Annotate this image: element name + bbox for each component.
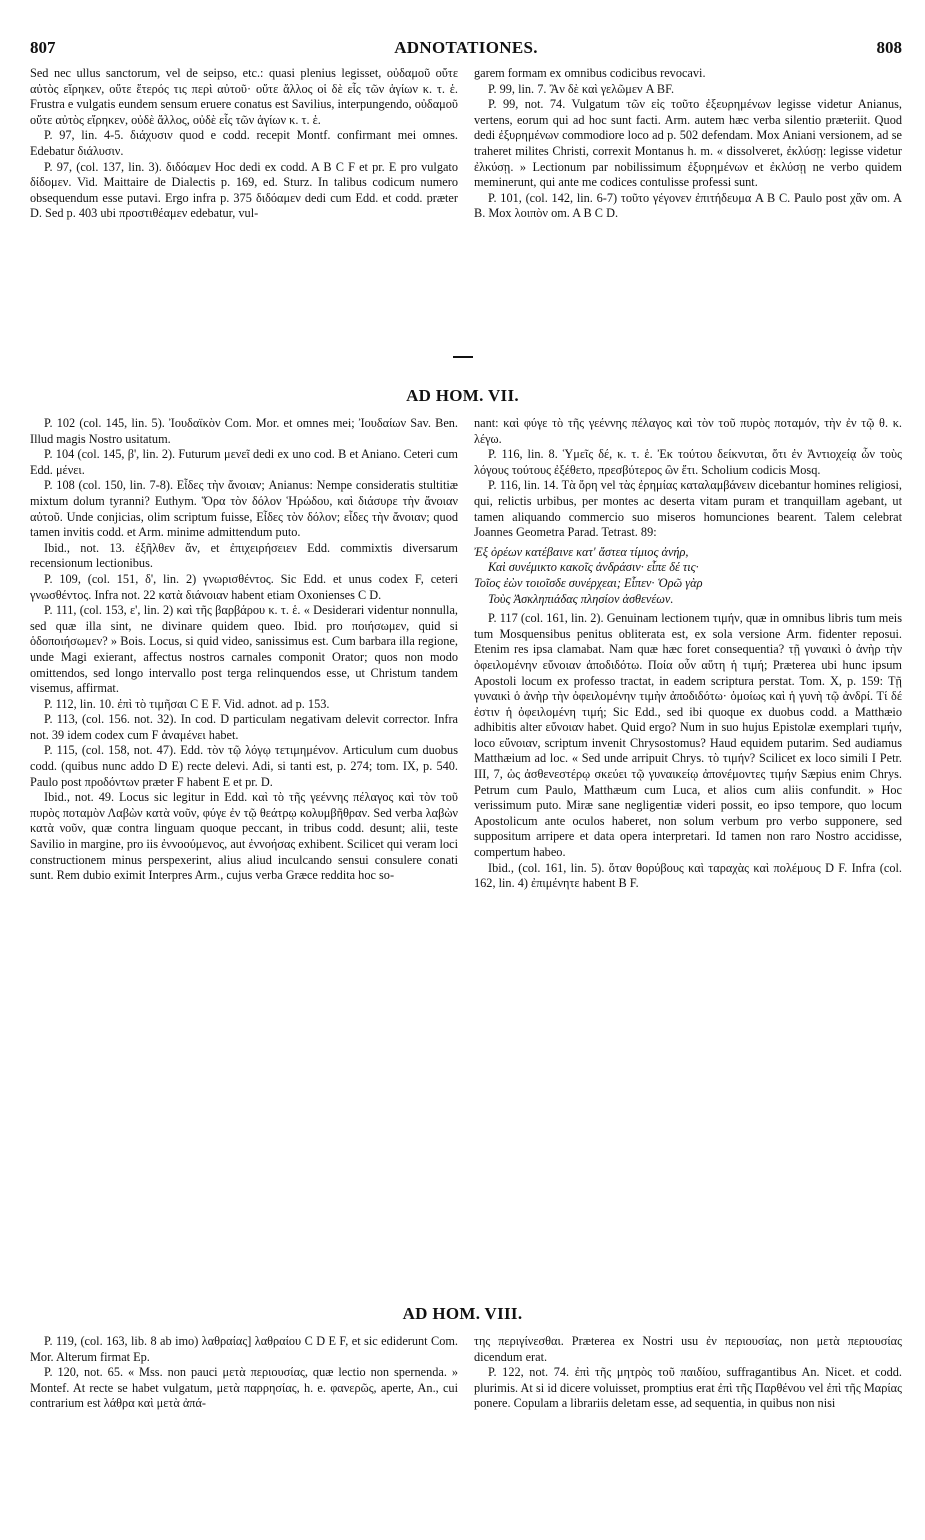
paragraph: P. 101, (col. 142, lin. 6-7) τοῦτο γέγονεν ἐπιτήδευμα A B C. Paulo post χἂν om. A B. Mox λοιπὸν om. A B C D. [474, 190, 902, 221]
paragraph: P. 102 (col. 145, lin. 5). Ἰουδαϊκὸν Com. Mor. et omnes mei; Ἰουδαίων Sav. Ben. Illud magis Nostro usitatum. [30, 416, 458, 446]
section-2-left-column [30, 416, 458, 892]
paragraph: garem formam ex omnibus codicibus revocavi. [474, 66, 706, 80]
section-2-right-column [474, 416, 902, 892]
running-title: ADNOTATIONES. [394, 38, 538, 57]
paragraph: P. 113, (col. 156. not. 32). In cod. D particulam negativam delevit corrector. Infra not. 39 idem codex cum F ἀναμένει habet. [30, 712, 458, 742]
verse-line: Ἐξ ὀρέων κατέβαινε κατ' ἄστεα τίμιος ἀνήρ, [474, 544, 689, 559]
paragraph: P. 117 (col. 161, lin. 2). Genuinam lectionem τιμήν, quæ in omnibus libris tum meis tum Mosquensibus penitus obliterata est, ex sola versione Arm. fidenter reposui. Etenim res ipsa clamabat. Nam quæ hæc foret consequentia? τῇ γυναικὶ ὁ ἀνὴρ τὴν ὀφειλομένην εὔνοιαν ἀποδιδότω. Ποία οὖν αὕτη ἡ τιμή; Præterea ubi hunc ipsum Apostoli locum ex professo tractat, in eadem scriptura perstat. Tom. X, p. 159: Τῇ γυναικὶ ὁ ἀνὴρ τὴν ὀφειλομένην τιμὴν ἀποδιδότω· ὁμοίως καὶ ἡ γυνὴ τῷ ἀνδρί. Τί δέ ἐστιν ἡ ὀφειλομένη τιμή; Sic Edd., sed ibi quoque ex duobus codd. a Matthæio adhibitis alter εὔνοιαν habet. Quid ergo? Num in suo hujus Epistolæ exemplari τιμήν, loco εὔνοιαν, scriptum invenit Chrysostomus? Haud equidem putarim. Sed audiamus Matthæium ad loc. « Sed unde arripuit Chrys. τὸ τιμήν? Scilicet ex loco simili I Petr. III, 7, ὡς ἀσθενεστέρῳ σκεύει τῷ γυναικείῳ ἀπονέμοντες τιμήν Sæpius enim Chrys. Petrum cum Paulo, Matthæum cum Luca, et alios cum aliis confundit. » Hoc verissimum puto. Miræ sane negligentiæ videri possit, eo ipso tempore, quo locum Apostolicum ante oculos haberet, non solum verbum pro verbo supponere, sed suppositum arripere et data opera interpretari. Id tamen non raro Nostro accidisse, compertum habeo. [474, 611, 902, 860]
paragraph: Ibid., not. 13. ἐξῆλθεν ἄν, et ἐπιχειρήσειεν Edd. commixtis diversarum recensionum lectionibus. [30, 540, 458, 571]
page-number-right: 808 [876, 38, 902, 57]
verse-line: Καὶ συνέμικτο κακοῖς ἀνδράσιν· εἶπε δέ τις· [488, 560, 699, 575]
section-title-hom-viii: AD HOM. VIII. [402, 1304, 523, 1323]
section-1-columns [30, 66, 902, 222]
section-2-columns [30, 416, 902, 892]
section-1-left-column [30, 66, 458, 222]
paragraph: nant: καὶ φύγε τὸ τῆς γεέννης πέλαγος καὶ τὸν τοῦ πυρὸς ποταμόν, τὴν ἐν τῷ θ. κ. λέγω. [474, 416, 902, 446]
paragraph: της περιγίνεσθαι. Præterea ex Nostri usu ἐν περιουσίας, non μετὰ περιουσίας dicendum erat. [474, 1334, 902, 1364]
verse-line: Τοῖος ἐὼν τοιοῖσδε συνέρχεαι; Εἶπεν· Ὁρῶ γὰρ [474, 575, 703, 590]
section-title-hom-vii: AD HOM. VII. [406, 386, 519, 405]
paragraph: Ibid., (col. 161, lin. 5). ὅταν θορύβους καὶ ταραχὰς καὶ πολέμους D F. Infra (col. 162, lin. 4) ἐπιμένητε habent B F. [474, 860, 902, 891]
verse-quotation [474, 545, 902, 607]
paragraph: P. 104 (col. 145, β', lin. 2). Futurum μενεῖ dedi ex uno cod. B et Aniano. Ceteri cum Edd. μένει. [30, 447, 458, 477]
paragraph: P. 116, lin. 8. Ὑμεῖς δέ, κ. τ. ἑ. Ἐκ τούτου δείκνυται, ὅτι ἐν Ἀντιοχείᾳ ὧν τοὺς λόγους τούτους ἐξέθετο, πρεσβύτερος ὢν ἔτι. Scholium codicis Mosq. [474, 447, 902, 477]
paragraph: P. 122, not. 74. ἐπὶ τῆς μητρὸς τοῦ παιδίου, suffragantibus An. Nicet. et codd. plurimis. At si id dicere voluisset, promptius erat ἐπὶ τῆς Παρθένου vel ἐπὶ τῆς Μαρίας ponere. Copulam a librariis deletam esse, ad sequentia, in quibus non nisi [474, 1365, 902, 1411]
paragraph: P. 99, lin. 7. Ἂν δὲ καὶ γελῶμεν A BF. [488, 81, 675, 96]
paragraph: P. 97, (col. 137, lin. 3). διδόαμεν Hoc dedi ex codd. A B C F et pr. E pro vulgato δίδομεν. Vid. Maittaire de Dialectis p. 169, ed. Sturz. In talibus codicum numero obsequendum esse putavi. Ergo infra p. 375 διδόαμεν dedi cum Edd. et codd. præter D. Sed p. 403 ubi προστιθέαμεν edebatur, vul- [30, 159, 458, 221]
paragraph: Sed nec ullus sanctorum, vel de seipso, etc.: quasi plenius legisset, οὐδαμοῦ οὔτε αὐτὸς εἴρηκεν, οὔτε ἕτερός τις περὶ αὐτοῦ· οὔτε ἄλλος οἱ δὲ εἷς τῶν ἁγίων κ. τ. ἑ. Frustra e vulgatis eundem sensum eruere conatus est Savilius, interpungendo, οὐδαμοῦ οὔτε αὐτὸς εἴρηκεν, οὐδὲ ἄλλος, οὐδὲ εἷς τῶν ἁγίων κ. τ. ἑ. [30, 66, 458, 127]
section-divider-rule [453, 356, 473, 358]
paragraph: P. 99, not. 74. Vulgatum τῶν εἰς τοῦτο ἐξευρημένων legisse videtur Anianus, vertens, eorum qui ad hoc sunt facti. Arm. autem hæc verba silentio præteriit. Quod dedi ἐξυρημένων commodiore loco ad p. 502 defendam. Mox Aniani versionem, ad se traheret milites Christi, correxit Montanus h. m. « dissolveret, ἐκλύσῃ: legisse videtur ἐλκύσῃ. » Lectionum par nobilissimum ἐξυρημένων et ἐκλύσῃ ne verbo quidem meminerunt, qui ante me codices contulisse professi sunt. [474, 97, 902, 190]
section-1-right-column [474, 66, 902, 222]
section-3-right-column [474, 1334, 902, 1412]
page-header [30, 38, 902, 62]
paragraph: P. 112, lin. 10. ἐπὶ τὸ τιμῆσαι C E F. Vid. adnot. ad p. 153. [44, 696, 330, 711]
paragraph: P. 116, lin. 14. Τὰ ὄρη vel τὰς ἐρημίας καταλαμβάνειν dicebantur homines religiosi, qui, relictis urbibus, per montes ac deserta vitam puram et tranquillam agebant, ut tamen aliquando commercio suo miseros homunciones bearent. Talem celebrat Joannes Geometra Parad. Tetrast. 89: [474, 478, 902, 540]
paragraph: P. 115, (col. 158, not. 47). Edd. τὸν τῷ λόγῳ τετιμημένον. Articulum cum duobus codd. (quibus nunc addo D E) recte delevi. Adi, si tanti est, p. 274; tom. IX, p. 540. Paulo post προδόντων præter F habent E et pr. D. [30, 743, 458, 789]
verse-line: Τοὺς Ἀσκληπιάδας πλησίον ἀσθενέων. [488, 591, 674, 606]
section-3-left-column [30, 1334, 458, 1412]
paragraph: P. 120, not. 65. « Mss. non pauci μετὰ περιουσίας, quæ lectio non spernenda. » Montef. At recte se habet vulgatum, μετὰ παρρησίας, h. e. φανερῶς, aperte, An., cui contrarium est λάθρα καὶ μετὰ ἀπά- [30, 1365, 458, 1411]
page-number-left: 807 [30, 38, 56, 57]
paragraph: Ibid., not. 49. Locus sic legitur in Edd. καὶ τὸ τῆς γεέννης πέλαγος καὶ τὸν τοῦ πυρὸς ποταμὸν Λαβὼν κατὰ νοῦν, φύγε ἐν τῷ θεάτρῳ κολυμβῆθραν. Sed verba λαβὼν κατὰ νοῦν, quæ contra linguam quoque peccant, in tribus codd. desunt; alii, teste Savilio in margine, pro iis ἐννοούμενος, aut ἐννοήσας exhibent. Scilicet qui veram loci constructionem minus perspexerint, alius aliud inculcando sensui consulere conati sunt. Rem dubio eximit Interpres Arm., cujus verba Græce reddita hoc so- [30, 790, 458, 883]
paragraph: P. 119, (col. 163, lib. 8 ab imo) λαθραίας] λαθραίου C D E F, et sic ediderunt Com. Mor. Alterum firmat Ep. [30, 1334, 458, 1364]
paragraph: P. 111, (col. 153, ε', lin. 2) καὶ τῆς βαρβάρου κ. τ. ἑ. « Desiderari videntur nonnulla, sed quæ illa sint, ne divinare quidem queo. Ibid. pro ποιήσωμεν, quid si ὁδοποιήσωμεν? » Bois. Locus, si quid video, sanissimus est. Cum barbara illa regione, unde Magi exierant, affectus nostros carnales componit Orator; quos non modo omittendos, sed longo intervallo post terga relinquendos esse, ut Christum tandem visemus, affirmat. [30, 603, 458, 696]
paragraph: P. 108 (col. 150, lin. 7-8). Εἶδες τὴν ἄνοιαν; Anianus: Nempe consideratis stultitiæ mixtum dolum tyranni? Euthym. Ὅρα τὸν δόλον Ἡρώδου, καὶ διάσυρε τὴν ἄνοιαν αὐτοῦ. Unde conjicias, olim scriptum fuisse, Εἶδες τὸν δόλον; εἶδες τὴν ἄνοιαν; quod tamen invitis codd. et Arm. minime admittendum puto. [30, 478, 458, 540]
paragraph: P. 97, lin. 4-5. διάχυσιν quod e codd. recepit Montf. confirmant mei omnes. Edebatur διάλυσιν. [30, 128, 458, 158]
section-3-columns [30, 1334, 902, 1412]
paragraph: P. 109, (col. 151, δ', lin. 2) γνωρισθέντος. Sic Edd. et unus codex F, ceteri γνωσθέντος. Infra not. 22 κατὰ διάνοιαν habent etiam Oxonienses C D. [30, 571, 458, 602]
